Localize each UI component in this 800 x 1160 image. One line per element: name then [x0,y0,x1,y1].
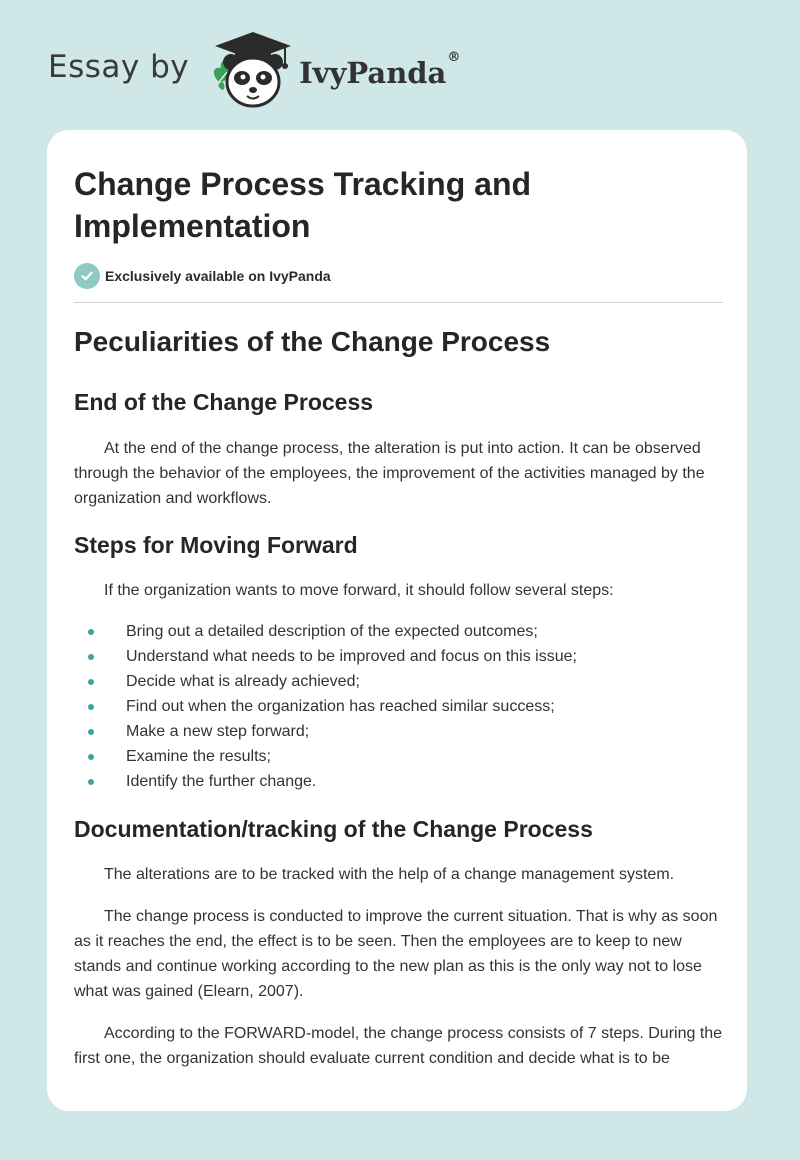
bullet-icon [88,629,94,635]
subsection-heading-end: End of the Change Process [74,389,374,415]
bullet-icon [88,679,94,685]
check-icon [74,263,100,289]
subsection-heading-documentation: Documentation/tracking of the Change Process [74,816,593,842]
bullet-icon [88,729,94,735]
list-item [74,694,724,719]
list-item [74,769,724,794]
list-item [74,644,724,669]
brand-name [299,50,461,90]
page-title: Change Process Tracking and Implementation [74,166,532,244]
list-item [74,619,724,644]
paragraph-doc-1: The alterations are to be tracked with the help of a change management system. [104,866,675,883]
paragraph-doc-2: The change process is conducted to improve the current situation. That is why as soon as it reaches the end, the effect is to be seen. Then the employees are to keep to new stands and continue working according to the new plan as this is the only way not to lose what was gained (Elearn, 2007). [74,908,718,1000]
paragraph-steps-intro: If the organization wants to move forward, it should follow several steps: [104,582,614,599]
paragraph-doc-3: According to the FORWARD-model, the change process consists of 7 steps. During the first one, the organization should evaluate current condition and decide what is to be [74,1025,723,1067]
brand-prefix: Essay by [48,49,190,85]
paragraph-end: At the end of the change process, the alteration is put into action. It can be observed through the behavior of the employees, the improvement of the activities managed by the organization and workflows. [74,440,705,507]
list-item-text: Make a new step forward; [126,723,310,740]
bullet-icon [88,779,94,785]
divider [74,302,723,303]
registered-mark: ® [447,50,461,65]
bullet-icon [88,704,94,710]
bullet-icon [88,654,94,660]
list-item [74,744,724,769]
bullet-icon [88,754,94,760]
list-item-text: Find out when the organization has reached similar success; [126,698,555,715]
steps-list [74,619,724,794]
list-item [74,719,724,744]
list-item-text: Understand what needs to be improved and focus on this issue; [126,648,577,665]
list-item-text: Examine the results; [126,748,271,765]
brand-name-text: IvyPanda [299,56,447,90]
panda-logo-icon [205,30,297,110]
exclusive-label: Exclusively available on IvyPanda [105,268,331,284]
list-item-text: Identify the further change. [126,773,317,790]
subsection-heading-steps: Steps for Moving Forward [74,532,358,558]
list-item-text: Bring out a detailed description of the expected outcomes; [126,623,538,640]
list-item-text: Decide what is already achieved; [126,673,360,690]
exclusive-notice [74,263,331,289]
section-heading: Peculiarities of the Change Process [74,326,551,357]
brand-header [48,30,460,110]
list-item [74,669,724,694]
essay-card [47,130,747,1111]
